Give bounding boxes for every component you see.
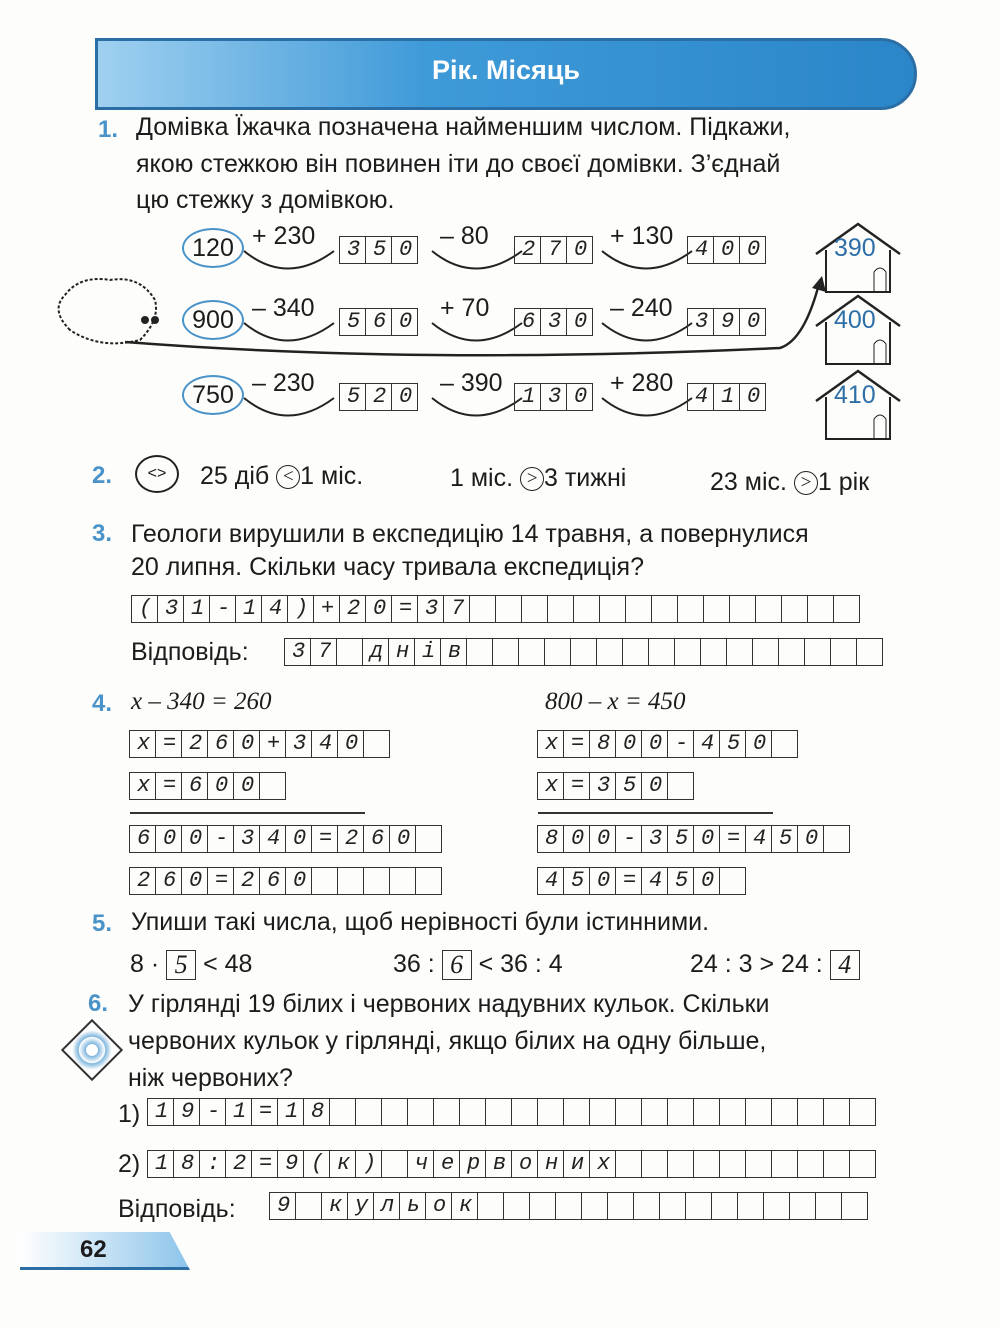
answer-grid: [285, 638, 883, 666]
answer-cell[interactable]: [849, 1098, 876, 1126]
check-grid: [538, 825, 850, 853]
divider: [538, 812, 773, 814]
solution-grid: [130, 730, 390, 758]
house-icon[interactable]: [812, 220, 894, 292]
answer-cell[interactable]: [407, 1098, 434, 1126]
result-grid: [515, 383, 601, 411]
answer-box[interactable]: 5: [166, 950, 196, 980]
task-text: Упиши такі числа, щоб нерівності були істинними.: [131, 908, 710, 936]
compare-left: 23 міс.: [710, 468, 787, 496]
compare-sign: >: [520, 467, 544, 491]
task-text: Домівка Їжачка позначена найменшим числом. Підкажи,: [136, 113, 791, 141]
answer-cell[interactable]: [363, 867, 390, 895]
answer-cell[interactable]: [771, 1098, 798, 1126]
answer-cell[interactable]: [355, 1098, 382, 1126]
answer-cell[interactable]: [771, 1150, 798, 1178]
answer-cell[interactable]: [615, 1098, 642, 1126]
handwritten-answer: x=800-450: [545, 731, 780, 756]
house-number: 400: [834, 306, 876, 334]
answer-cell[interactable]: [693, 1098, 720, 1126]
task-number: 3.: [92, 520, 113, 547]
check-grid: [130, 825, 442, 853]
solution-grid: [148, 1098, 876, 1126]
task-number: 1.: [98, 116, 119, 143]
answer-cell[interactable]: [625, 595, 652, 623]
task-text: цю стежку з домівкою.: [136, 186, 395, 214]
handwritten-answer: 520: [347, 384, 426, 409]
compare-right: 1 міс.: [300, 462, 364, 490]
answer-cell[interactable]: [651, 595, 678, 623]
task-number: 5.: [92, 910, 113, 937]
page-number: 62: [80, 1236, 107, 1263]
answer-cell[interactable]: [755, 595, 782, 623]
answer-cell[interactable]: [641, 1150, 668, 1178]
compare-item: [710, 468, 869, 497]
page-title: Рік. Місяць: [432, 55, 580, 85]
answer-cell[interactable]: [752, 638, 779, 666]
answer-cell[interactable]: [547, 595, 574, 623]
answer-cell[interactable]: [495, 595, 522, 623]
operation: – 80: [440, 222, 489, 250]
answer-cell[interactable]: [641, 1098, 668, 1126]
difficulty-icon: [61, 1019, 123, 1081]
start-number: 120: [182, 228, 244, 268]
answer-cell[interactable]: [719, 1098, 746, 1126]
answer-cell[interactable]: [589, 1098, 616, 1126]
answer-cell[interactable]: [830, 638, 857, 666]
inequality-left: 8 ·: [130, 950, 160, 978]
answer-label: Відповідь:: [118, 1195, 236, 1223]
compare-left: 1 міс.: [450, 464, 514, 492]
check-grid: [538, 867, 746, 895]
answer-cell[interactable]: [677, 595, 704, 623]
inequality: [690, 950, 860, 980]
answer-cell[interactable]: [763, 1192, 790, 1220]
handwritten-answer: 390: [695, 309, 774, 334]
operation: + 280: [610, 369, 674, 397]
operation: – 390: [440, 369, 503, 397]
equation: 800 – x = 450: [545, 688, 686, 715]
answer-cell[interactable]: [781, 595, 808, 623]
handwritten-answer: 600-340=260: [137, 826, 424, 851]
answer-cell[interactable]: [492, 638, 519, 666]
answer-cell[interactable]: [503, 1192, 530, 1220]
inequality-right: < 48: [203, 950, 253, 978]
result-grid: [688, 308, 774, 336]
answer-cell[interactable]: [544, 638, 571, 666]
operation: + 70: [440, 294, 490, 322]
answer-cell[interactable]: [745, 1150, 772, 1178]
answer-cell[interactable]: [685, 1192, 712, 1220]
handwritten-answer: x=600: [137, 773, 268, 798]
task-text: 20 липня. Скільки часу тривала експедиція?: [131, 553, 645, 581]
answer-cell[interactable]: [633, 1192, 660, 1220]
answer-cell[interactable]: [778, 638, 805, 666]
handwritten-answer: 18:2=9(к) червоних: [155, 1151, 624, 1176]
answer-cell[interactable]: [703, 595, 730, 623]
inequality-left: 24 : 3 > 24 :: [690, 950, 823, 978]
answer-cell[interactable]: [563, 1098, 590, 1126]
compare-icon: <>: [135, 455, 179, 493]
answer-box[interactable]: 6: [442, 950, 472, 980]
start-number: 900: [182, 300, 244, 340]
answer-cell[interactable]: [537, 1098, 564, 1126]
handwritten-answer: 450=450: [545, 868, 728, 893]
answer-cell[interactable]: [485, 1098, 512, 1126]
solution-grid: [130, 772, 286, 800]
handwritten-answer: 270: [522, 237, 601, 262]
answer-cell[interactable]: [711, 1192, 738, 1220]
handwritten-answer: 19-1=18: [155, 1099, 338, 1124]
answer-cell[interactable]: [518, 638, 545, 666]
house-number: 390: [834, 234, 876, 262]
answer-cell[interactable]: [841, 1192, 868, 1220]
answer-cell[interactable]: [667, 1098, 694, 1126]
result-grid: [515, 236, 601, 264]
answer-box[interactable]: 4: [830, 950, 860, 980]
handwritten-answer: 400: [695, 237, 774, 262]
answer-cell[interactable]: [529, 1192, 556, 1220]
answer-cell[interactable]: [856, 638, 883, 666]
compare-item: [450, 464, 626, 493]
answer-cell[interactable]: [823, 1150, 850, 1178]
result-grid: [340, 383, 426, 411]
compare-item: [200, 462, 363, 491]
answer-cell[interactable]: [667, 1150, 694, 1178]
handwritten-answer: x=260+340: [137, 731, 372, 756]
title-banner: [95, 38, 917, 110]
answer-cell[interactable]: [833, 595, 860, 623]
answer-cell[interactable]: [607, 1192, 634, 1220]
check-grid: [130, 867, 442, 895]
answer-cell[interactable]: [849, 1150, 876, 1178]
handwritten-answer: 560: [347, 309, 426, 334]
answer-cell[interactable]: [797, 1150, 824, 1178]
answer-cell[interactable]: [622, 638, 649, 666]
house-number: 410: [834, 381, 876, 409]
equation: x – 340 = 260: [131, 688, 272, 715]
answer-cell[interactable]: [521, 595, 548, 623]
handwritten-answer: (31-14)+20=37: [139, 596, 478, 621]
task-text: У гірлянді 19 білих і червоних надувних кульок. Скільки: [128, 990, 770, 1018]
answer-cell[interactable]: [389, 867, 416, 895]
answer-cell[interactable]: [581, 1192, 608, 1220]
handwritten-answer: 37 днів: [292, 639, 475, 664]
answer-label: Відповідь:: [131, 638, 249, 666]
answer-cell[interactable]: [674, 638, 701, 666]
handwritten-answer: 350: [347, 237, 426, 262]
handwritten-answer: 410: [695, 384, 774, 409]
inequality: [393, 950, 563, 980]
handwritten-answer: 800-350=450: [545, 826, 832, 851]
house-icon[interactable]: [812, 292, 894, 364]
answer-cell[interactable]: [804, 638, 831, 666]
answer-cell[interactable]: [726, 638, 753, 666]
answer-cell[interactable]: [737, 1192, 764, 1220]
result-grid: [340, 308, 426, 336]
handwritten-answer: x=350: [545, 773, 676, 798]
task-number: 2.: [92, 462, 113, 489]
step-label: 1): [118, 1100, 141, 1128]
handwritten-answer: 130: [522, 384, 601, 409]
start-number: 750: [182, 375, 244, 415]
answer-cell[interactable]: [807, 595, 834, 623]
compare-right: 3 тижні: [544, 464, 627, 492]
answer-cell[interactable]: [789, 1192, 816, 1220]
result-grid: [515, 308, 601, 336]
answer-cell[interactable]: [381, 1098, 408, 1126]
inequality-right: < 36 : 4: [478, 950, 563, 978]
answer-cell[interactable]: [599, 595, 626, 623]
result-grid: [688, 236, 774, 264]
answer-cell[interactable]: [745, 1098, 772, 1126]
task-text: Геологи вирушили в експедицію 14 травня, а повернулися: [131, 520, 809, 548]
inequality-left: 36 :: [393, 950, 435, 978]
compare-left: 25 діб: [200, 462, 270, 490]
operation: – 230: [252, 369, 315, 397]
task-number: 4.: [92, 690, 113, 717]
solution-grid: [148, 1150, 876, 1178]
answer-cell[interactable]: [729, 595, 756, 623]
answer-cell[interactable]: [815, 1192, 842, 1220]
handwritten-answer: 260=260: [137, 868, 320, 893]
answer-cell[interactable]: [511, 1098, 538, 1126]
answer-cell[interactable]: [719, 1150, 746, 1178]
answer-cell[interactable]: [797, 1098, 824, 1126]
step-label: 2): [118, 1150, 141, 1178]
solution-grid: [538, 772, 694, 800]
handwritten-answer: 630: [522, 309, 601, 334]
inequality: [130, 950, 252, 980]
solution-grid: [538, 730, 798, 758]
answer-cell[interactable]: [433, 1098, 460, 1126]
solution-grid: [132, 595, 860, 623]
answer-cell[interactable]: [648, 638, 675, 666]
answer-cell[interactable]: [596, 638, 623, 666]
answer-cell[interactable]: [570, 638, 597, 666]
answer-cell[interactable]: [337, 867, 364, 895]
house-icon[interactable]: [812, 367, 894, 439]
answer-cell[interactable]: [700, 638, 727, 666]
answer-cell[interactable]: [459, 1098, 486, 1126]
result-grid: [688, 383, 774, 411]
handwritten-answer: 9 кульок: [277, 1193, 486, 1218]
operation: + 230: [252, 222, 316, 250]
answer-cell[interactable]: [659, 1192, 686, 1220]
divider: [130, 812, 365, 814]
operation: – 340: [252, 294, 315, 322]
result-grid: [340, 236, 426, 264]
task-text: ніж червоних?: [128, 1064, 293, 1092]
compare-sign: >: [794, 471, 818, 495]
task-text: червоних кульок у гірлянді, якщо білих на одну більше,: [128, 1027, 767, 1055]
answer-cell[interactable]: [555, 1192, 582, 1220]
compare-sign: <: [276, 465, 300, 489]
answer-grid: [270, 1192, 868, 1220]
operation: – 240: [610, 294, 673, 322]
task-number: 6.: [88, 990, 109, 1017]
task-text: якою стежкою він повинен іти до своєї домівки. З’єднай: [136, 150, 781, 178]
compare-right: 1 рік: [817, 468, 870, 496]
answer-cell[interactable]: [693, 1150, 720, 1178]
answer-cell[interactable]: [415, 867, 442, 895]
answer-cell[interactable]: [823, 1098, 850, 1126]
answer-cell[interactable]: [573, 595, 600, 623]
operation: + 130: [610, 222, 674, 250]
